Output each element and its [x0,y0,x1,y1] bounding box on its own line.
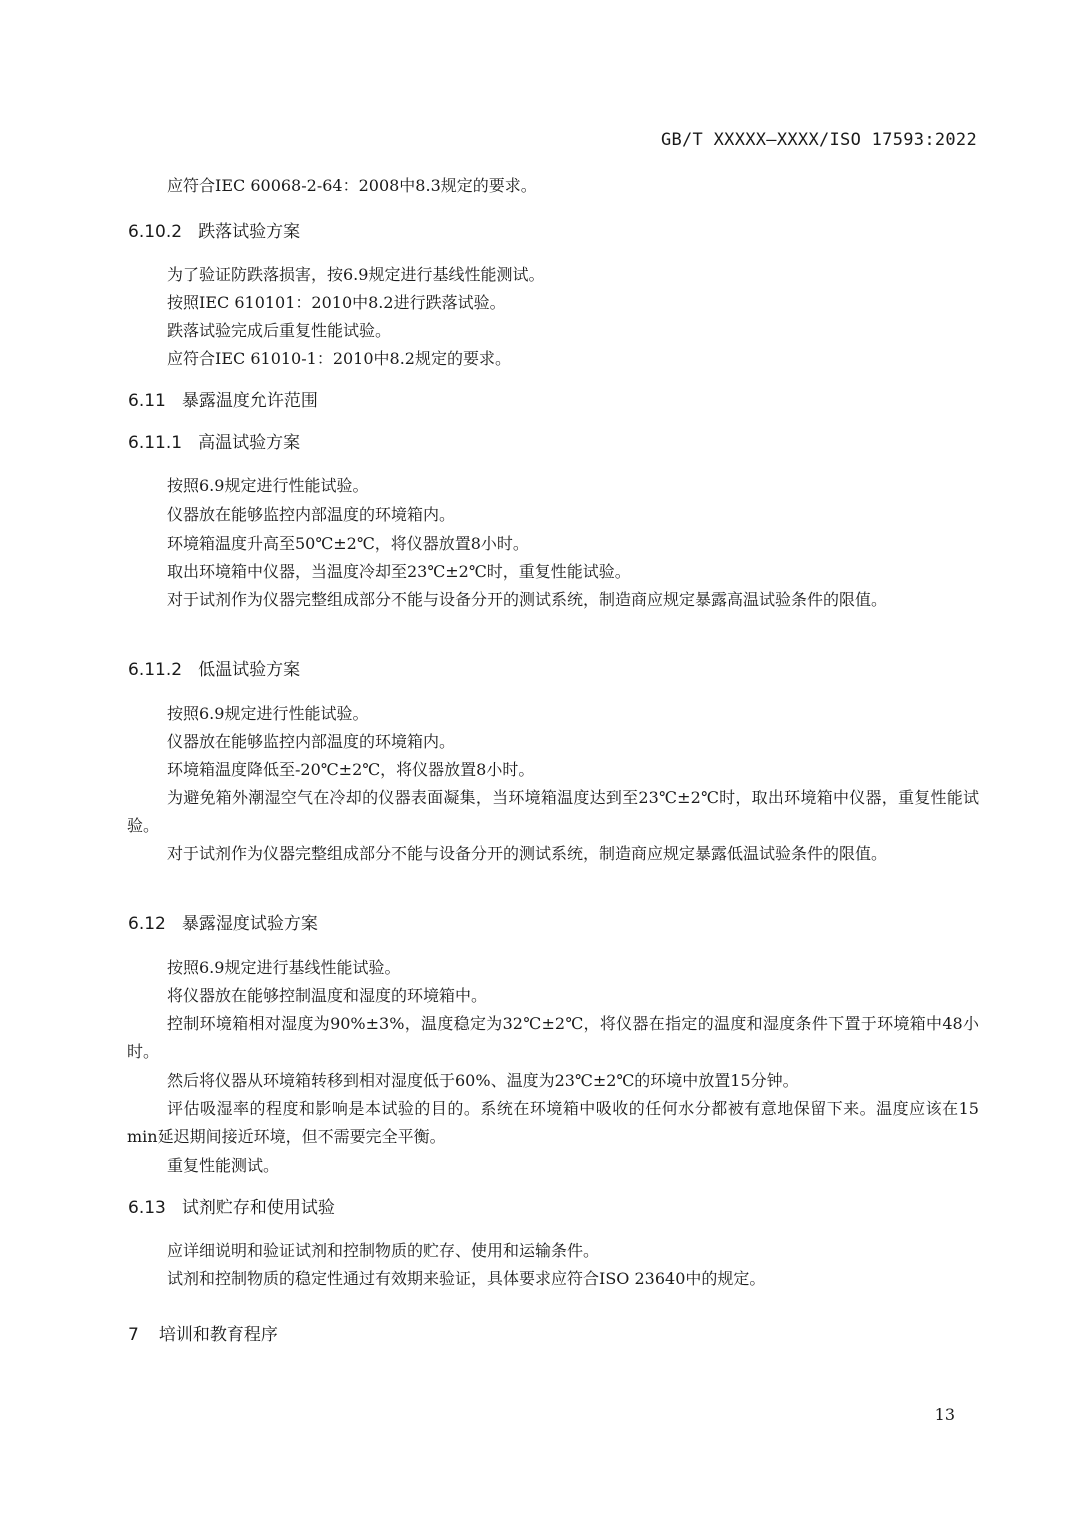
page-number: 13 [934,1405,955,1424]
section-heading-6-12 [128,912,318,936]
section-heading-7 [128,1323,278,1347]
paragraph: 应符合IEC 60068-2-64：2008中8.3规定的要求。 [167,176,537,195]
paragraph: 仪器放在能够监控内部温度的环境箱内。 [167,505,456,524]
paragraph: 对于试剂作为仪器完整组成部分不能与设备分开的测试系统，制造商应规定暴露高温试验条件的限值。 [167,590,888,609]
section-heading-6-10-2 [128,220,300,244]
section-number: 7 [128,1325,139,1345]
section-number: 6.13 [128,1198,166,1218]
section-heading-6-11-1 [128,431,300,455]
paragraph: 按照6.9规定进行基线性能试验。 [167,958,401,977]
paragraph: 取出环境箱中仪器，当温度冷却至23℃±2℃时，重复性能试验。 [167,562,631,581]
document-id: GB/T XXXXX—XXXX/ISO 17593:2022 [660,130,977,150]
section-heading-6-13 [128,1196,335,1220]
paragraph: 跌落试验完成后重复性能试验。 [167,321,392,340]
paragraph: 为了验证防跌落损害，按6.9规定进行基线性能测试。 [167,265,545,284]
section-title: 暴露湿度试验方案 [181,914,318,934]
paragraph: 应符合IEC 61010-1：2010中8.2规定的要求。 [167,349,511,368]
paragraph: 环境箱温度降低至-20℃±2℃，将仪器放置8小时。 [167,760,535,779]
section-heading-6-11-2 [128,658,300,682]
paragraph: 试剂和控制物质的稳定性通过有效期来验证，具体要求应符合ISO 23640中的规定。 [167,1269,766,1288]
section-number: 6.11 [128,391,166,411]
paragraph: 按照IEC 610101：2010中8.2进行跌落试验。 [167,293,506,312]
paragraph: 对于试剂作为仪器完整组成部分不能与设备分开的测试系统，制造商应规定暴露低温试验条件的限值。 [167,844,888,863]
section-number: 6.12 [128,914,166,934]
section-number: 6.10.2 [128,222,183,242]
paragraph: 环境箱温度升高至50℃±2℃，将仪器放置8小时。 [167,534,529,553]
paragraph: 仪器放在能够监控内部温度的环境箱内。 [167,732,456,751]
section-heading-6-11 [128,389,318,413]
paragraph: 将仪器放在能够控制温度和湿度的环境箱中。 [167,986,488,1005]
paragraph: 控制环境箱相对湿度为90%±3%，温度稳定为32℃±2℃，将仪器在指定的温度和湿度条件下置于环境箱中48小时。 [127,1014,979,1061]
paragraph: 为避免箱外潮湿空气在冷却的仪器表面凝集，当环境箱温度达到至23℃±2℃时，取出环境箱中仪器，重复性能试验。 [127,788,979,835]
paragraph: 应详细说明和验证试剂和控制物质的贮存、使用和运输条件。 [167,1241,600,1260]
paragraph: 然后将仪器从环境箱转移到相对湿度低于60%、温度为23℃±2℃的环境中放置15分钟。 [167,1071,799,1090]
section-number: 6.11.1 [128,433,183,453]
section-title: 试剂贮存和使用试验 [181,1198,335,1218]
section-title: 培训和教育程序 [158,1325,278,1345]
section-number: 6.11.2 [128,660,183,680]
paragraph: 按照6.9规定进行性能试验。 [167,476,369,495]
section-title: 暴露温度允许范围 [181,391,318,411]
paragraph: 按照6.9规定进行性能试验。 [167,704,369,723]
section-title: 低温试验方案 [198,660,301,680]
paragraph: 评估吸湿率的程度和影响是本试验的目的。系统在环境箱中吸收的任何水分都被有意地保留下来。温度应该在15 min延迟期间接近环境，但不需要完全平衡。 [127,1099,979,1146]
section-title: 高温试验方案 [198,433,301,453]
paragraph: 重复性能测试。 [167,1156,280,1175]
section-title: 跌落试验方案 [198,222,301,242]
